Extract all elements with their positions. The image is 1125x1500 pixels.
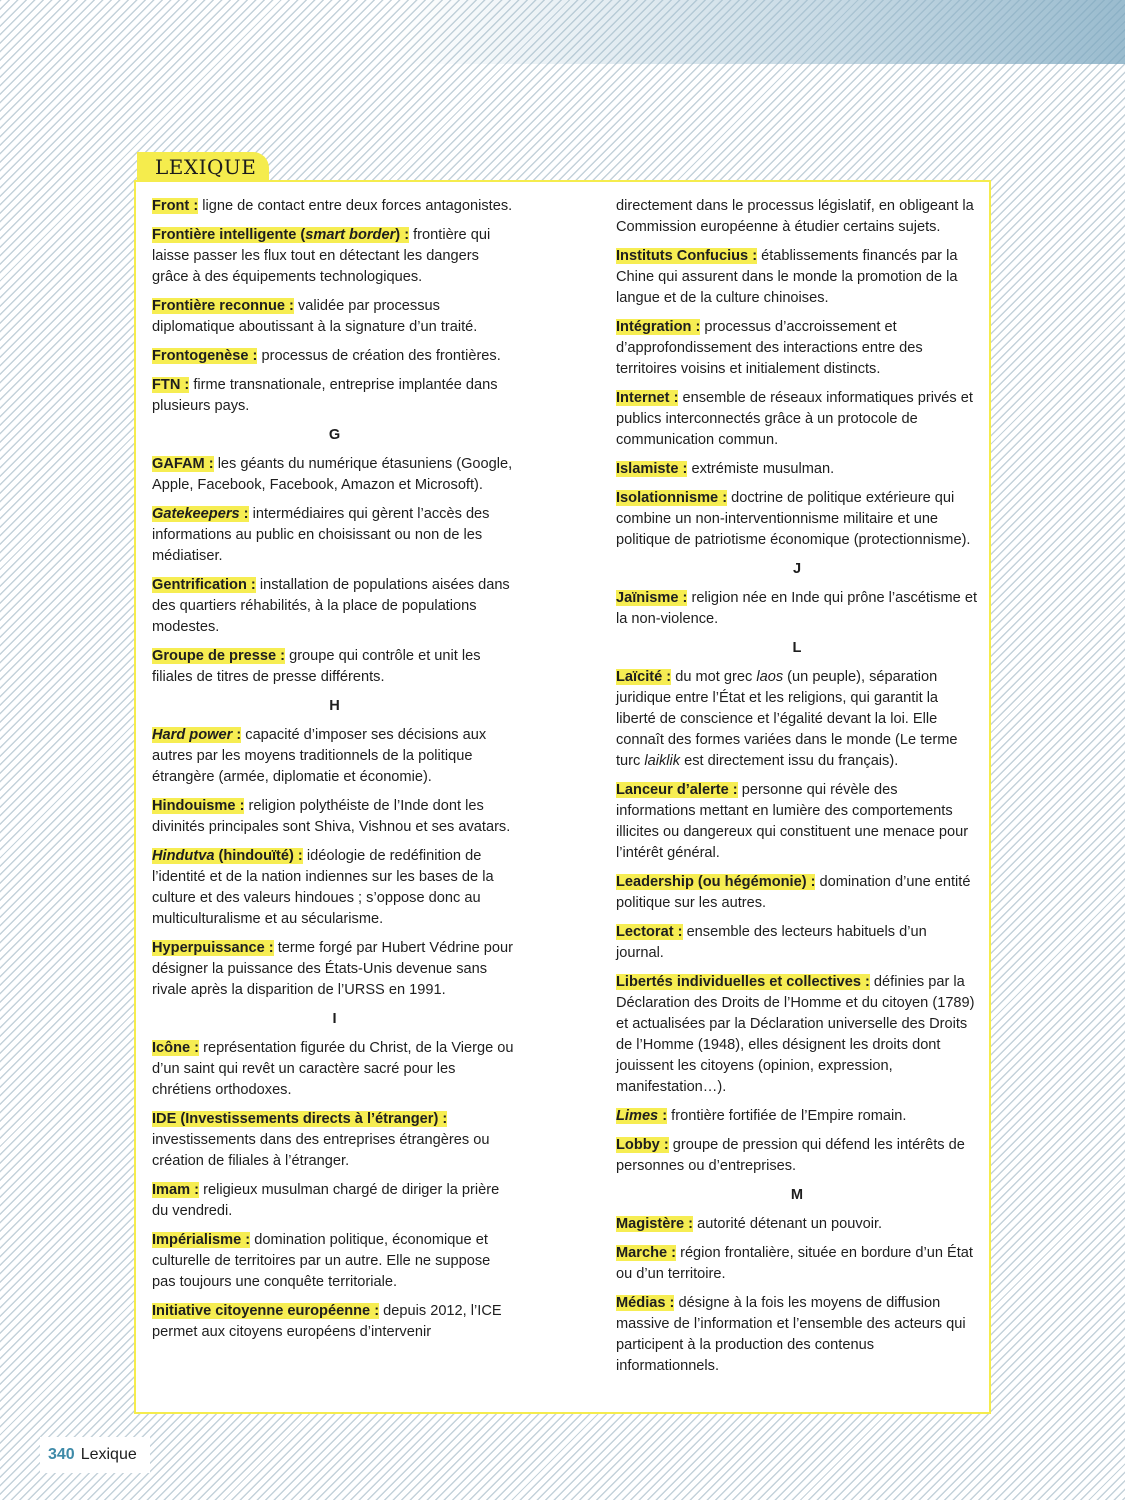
glossary-entry-gafam — [152, 454, 517, 496]
glossary-definition: processus de création des frontières. — [261, 348, 501, 364]
glossary-definition: ligne de contact entre deux forces antagonistes. — [202, 198, 513, 214]
glossary-definition: ensemble des lecteurs habituels d’un journal. — [616, 924, 927, 961]
glossary-definition: intermédiaires qui gèrent l’accès des informations au public en choisissant ou non de les médiatiser. — [152, 506, 490, 564]
glossary-term: Gentrification : — [152, 577, 256, 593]
glossary-term: Isolationnisme : — [616, 490, 728, 506]
footer-section-name: Lexique — [80, 1446, 137, 1463]
glossary-definition-part: laos — [756, 669, 784, 685]
glossary-entry-integration — [616, 317, 978, 380]
glossary-definition: religion polythéiste de l’Inde dont les divinités principales sont Shiva, Vishnou et ses avatars. — [152, 798, 511, 835]
glossary-entry-icone — [152, 1038, 517, 1101]
page-number: 340 — [48, 1446, 75, 1463]
glossary-entry-imperialisme — [152, 1230, 517, 1293]
glossary-definition: définies par la Déclaration des Droits de l’Homme et du citoyen (1789) et actualisées par la Déclaration universelle des Droits de l’Homme (1948), elles désignent les droits dont jouissent les citoyens (opinion, expression, manifestation…). — [616, 974, 975, 1095]
glossary-term-part: Gatekeepers — [152, 506, 240, 522]
glossary-term: Islamiste : — [616, 461, 688, 477]
glossary-entry-frontiere-reconnue — [152, 296, 517, 338]
glossary-term-part: Frontière intelligente ( — [152, 227, 306, 243]
top-gradient-band — [0, 0, 1125, 64]
glossary-term — [152, 727, 241, 743]
glossary-definition: domination politique, économique et culturelle de territoires par un autre. Elle ne suppose pas toujours une conquête territoriale. — [152, 1232, 491, 1290]
glossary-right-column — [616, 196, 978, 1385]
glossary-entry-lectorat — [616, 922, 978, 964]
glossary-term: Icône : — [152, 1040, 200, 1056]
section-title-tab — [137, 152, 269, 182]
glossary-entry-limes — [616, 1106, 978, 1127]
glossary-term: Laïcité : — [616, 669, 672, 685]
glossary-term: Imam : — [152, 1182, 200, 1198]
glossary-definition-part: laiklik — [644, 753, 681, 769]
glossary-term: Front : — [152, 198, 199, 214]
glossary-definition: capacité d’imposer ses décisions aux autres par les moyens traditionnels de la politique étrangère (armée, diplomatie et économie). — [152, 727, 487, 785]
glossary-term-part: ) : — [395, 227, 410, 243]
glossary-term — [616, 1108, 667, 1124]
glossary-term: Leadership (ou hégémonie) : — [616, 874, 816, 890]
glossary-entry-lanceur-d-alerte — [616, 780, 978, 864]
glossary-definition: désigne à la fois les moyens de diffusion massive de l’information et l’ensemble des acteurs qui participent à la production des contenus informationnels. — [616, 1295, 966, 1374]
glossary-definition: depuis 2012, l’ICE permet aux citoyens européens d’intervenir — [152, 1303, 502, 1340]
glossary-entry-jainisme — [616, 588, 978, 630]
glossary-entry-frontiere-intelligente — [152, 225, 517, 288]
glossary-term: Instituts Confucius : — [616, 248, 758, 264]
glossary-term — [152, 506, 249, 522]
glossary-term: Jaïnisme : — [616, 590, 688, 606]
glossary-definition: les géants du numérique étasuniens (Google, Apple, Facebook, Facebook, Amazon et Microsoft). — [152, 456, 513, 493]
glossary-entry-hard-power — [152, 725, 517, 788]
glossary-definition: établissements financés par la Chine qui assurent dans le monde la promotion de la langue et de la culture chinoises. — [616, 248, 958, 306]
glossary-definition: doctrine de politique extérieure qui combine un non-interventionnisme militaire et une politique de patriotisme économique (protectionnisme). — [616, 490, 971, 548]
glossary-term: Initiative citoyenne européenne : — [152, 1303, 380, 1319]
glossary-term-part: (hindouïté) : — [214, 848, 303, 864]
glossary-left-column — [152, 196, 517, 1351]
glossary-entry-marche — [616, 1243, 978, 1285]
glossary-definition: ensemble de réseaux informatiques privés et publics interconnectés grâce à un protocole de communication commun. — [616, 390, 973, 448]
glossary-definition: représentation figurée du Christ, de la Vierge ou d’un saint qui revêt un caractère sacré pour les chrétiens orthodoxes. — [152, 1040, 514, 1098]
glossary-term: Marche : — [616, 1245, 677, 1261]
glossary-term: Lanceur d’alerte : — [616, 782, 738, 798]
glossary-term: Lobby : — [616, 1137, 669, 1153]
glossary-entry-initiative-citoyenne — [152, 1301, 517, 1343]
glossary-term — [152, 227, 409, 243]
glossary-definition: idéologie de redéfinition de l’identité et de la nation indiennes sur les bases de la culture et des valeurs hindoues ; s’oppose donc au multiculturalisme et au sécularisme. — [152, 848, 494, 927]
glossary-entry-front — [152, 196, 517, 217]
glossary-term: Frontogenèse : — [152, 348, 258, 364]
glossary-term-part: : — [232, 727, 242, 743]
glossary-term: Hyperpuissance : — [152, 940, 274, 956]
glossary-term: Libertés individuelles et collectives : — [616, 974, 870, 990]
glossary-definition: terme forgé par Hubert Védrine pour désigner la puissance des États-Unis devenue sans rivale après la disparition de l’URSS en 1991. — [152, 940, 513, 998]
glossary-definition: firme transnationale, entreprise implantée dans plusieurs pays. — [152, 377, 498, 414]
glossary-definition: groupe de pression qui défend les intérêts de personnes ou d’entreprises. — [616, 1137, 965, 1174]
letter-heading-l: L — [792, 640, 802, 656]
glossary-entry-medias — [616, 1293, 978, 1377]
letter-heading-j: J — [792, 561, 802, 577]
letter-heading-m: M — [790, 1187, 804, 1203]
glossary-entry-libertes — [616, 972, 978, 1098]
glossary-term: Frontière reconnue : — [152, 298, 294, 314]
glossary-definition: frontière fortifiée de l’Empire romain. — [671, 1108, 907, 1124]
glossary-panel — [134, 180, 991, 1414]
glossary-definition: autorité détenant un pouvoir. — [697, 1216, 883, 1232]
glossary-entry-imam — [152, 1180, 517, 1222]
glossary-entry-gatekeepers — [152, 504, 517, 567]
glossary-definition: validée par processus diplomatique aboutissant à la signature d’un traité. — [152, 298, 478, 335]
glossary-definition: investissements dans des entreprises étrangères ou création de filiales à l’étranger. — [152, 1132, 490, 1169]
glossary-term: Internet : — [616, 390, 679, 406]
glossary-term: FTN : — [152, 377, 190, 393]
glossary-definition-part: est directement issu du français). — [680, 753, 899, 769]
glossary-term: Médias : — [616, 1295, 675, 1311]
glossary-entry-hyperpuissance — [152, 938, 517, 1001]
glossary-term: Impérialisme : — [152, 1232, 251, 1248]
glossary-definition: groupe qui contrôle et unit les filiales de titres de presse différents. — [152, 648, 481, 685]
glossary-term: Groupe de presse : — [152, 648, 286, 664]
glossary-entry-instituts-confucius — [616, 246, 978, 309]
glossary-entry-islamiste — [616, 459, 978, 480]
letter-heading-h: H — [329, 698, 340, 714]
section-title: LEXIQUE — [155, 155, 257, 179]
glossary-term-part: : — [239, 506, 249, 522]
glossary-term-part: Limes — [616, 1108, 659, 1124]
glossary-entry-frontogenese — [152, 346, 517, 367]
glossary-definition: religion née en Inde qui prône l’ascétisme et la non-violence. — [616, 590, 978, 627]
letter-heading-i: I — [332, 1011, 337, 1027]
glossary-entry-leadership — [616, 872, 978, 914]
glossary-definition: région frontalière, située en bordure d’un État ou d’un territoire. — [616, 1245, 973, 1282]
glossary-term — [152, 848, 303, 864]
glossary-definition-part: du mot grec — [675, 669, 757, 685]
glossary-entry-initiative-suite — [616, 196, 978, 238]
glossary-term: GAFAM : — [152, 456, 214, 472]
glossary-entry-magistere — [616, 1214, 978, 1235]
glossary-definition-part: (un peuple), séparation juridique entre l’État et les religions, qui garantit la liberté de conscience et l’égalité devant la loi. Elle connaît des formes variées dans le monde (Le terme turc — [616, 669, 958, 769]
glossary-entry-groupe-de-presse — [152, 646, 517, 688]
glossary-entry-hindutva — [152, 846, 517, 930]
glossary-entry-lobby — [616, 1135, 978, 1177]
glossary-entry-ide — [152, 1109, 517, 1172]
glossary-definition: installation de populations aisées dans des quartiers réhabilités, à la place de populations modestes. — [152, 577, 510, 635]
glossary-definition: processus d’accroissement et d’approfondissement des interactions entre des territoires voisins et initialement distincts. — [616, 319, 923, 377]
glossary-entry-hindouisme — [152, 796, 517, 838]
glossary-term: Magistère : — [616, 1216, 694, 1232]
glossary-entry-laicite — [616, 667, 978, 772]
glossary-definition: directement dans le processus législatif, en obligeant la Commission européenne à étudier certains sujets. — [616, 198, 974, 235]
glossary-definition: frontière qui laisse passer les flux tout en détectant les dangers grâce à des équipements technologiques. — [152, 227, 491, 285]
glossary-definition: personne qui révèle des informations mettant en lumière des comportements illicites ou dangereux qui constituent une menace pour l’intérêt général. — [616, 782, 969, 861]
glossary-definition: extrémiste musulman. — [691, 461, 835, 477]
glossary-definition: religieux musulman chargé de diriger la prière du vendredi. — [152, 1182, 500, 1219]
glossary-entry-gentrification — [152, 575, 517, 638]
glossary-definition: domination d’une entité politique sur les autres. — [616, 874, 971, 911]
glossary-term-part: Hindutva — [152, 848, 215, 864]
glossary-term: Lectorat : — [616, 924, 683, 940]
glossary-entry-internet — [616, 388, 978, 451]
page-footer — [40, 1437, 150, 1473]
glossary-term-part: smart border — [305, 227, 396, 243]
letter-heading-g: G — [328, 427, 341, 443]
glossary-term-part: Hard power — [152, 727, 233, 743]
glossary-term: Intégration : — [616, 319, 701, 335]
glossary-term: Hindouisme : — [152, 798, 245, 814]
glossary-term-part: : — [658, 1108, 668, 1124]
glossary-term: IDE (Investissements directs à l’étranger) : — [152, 1111, 448, 1127]
glossary-entry-ftn — [152, 375, 517, 417]
glossary-entry-isolationnisme — [616, 488, 978, 551]
